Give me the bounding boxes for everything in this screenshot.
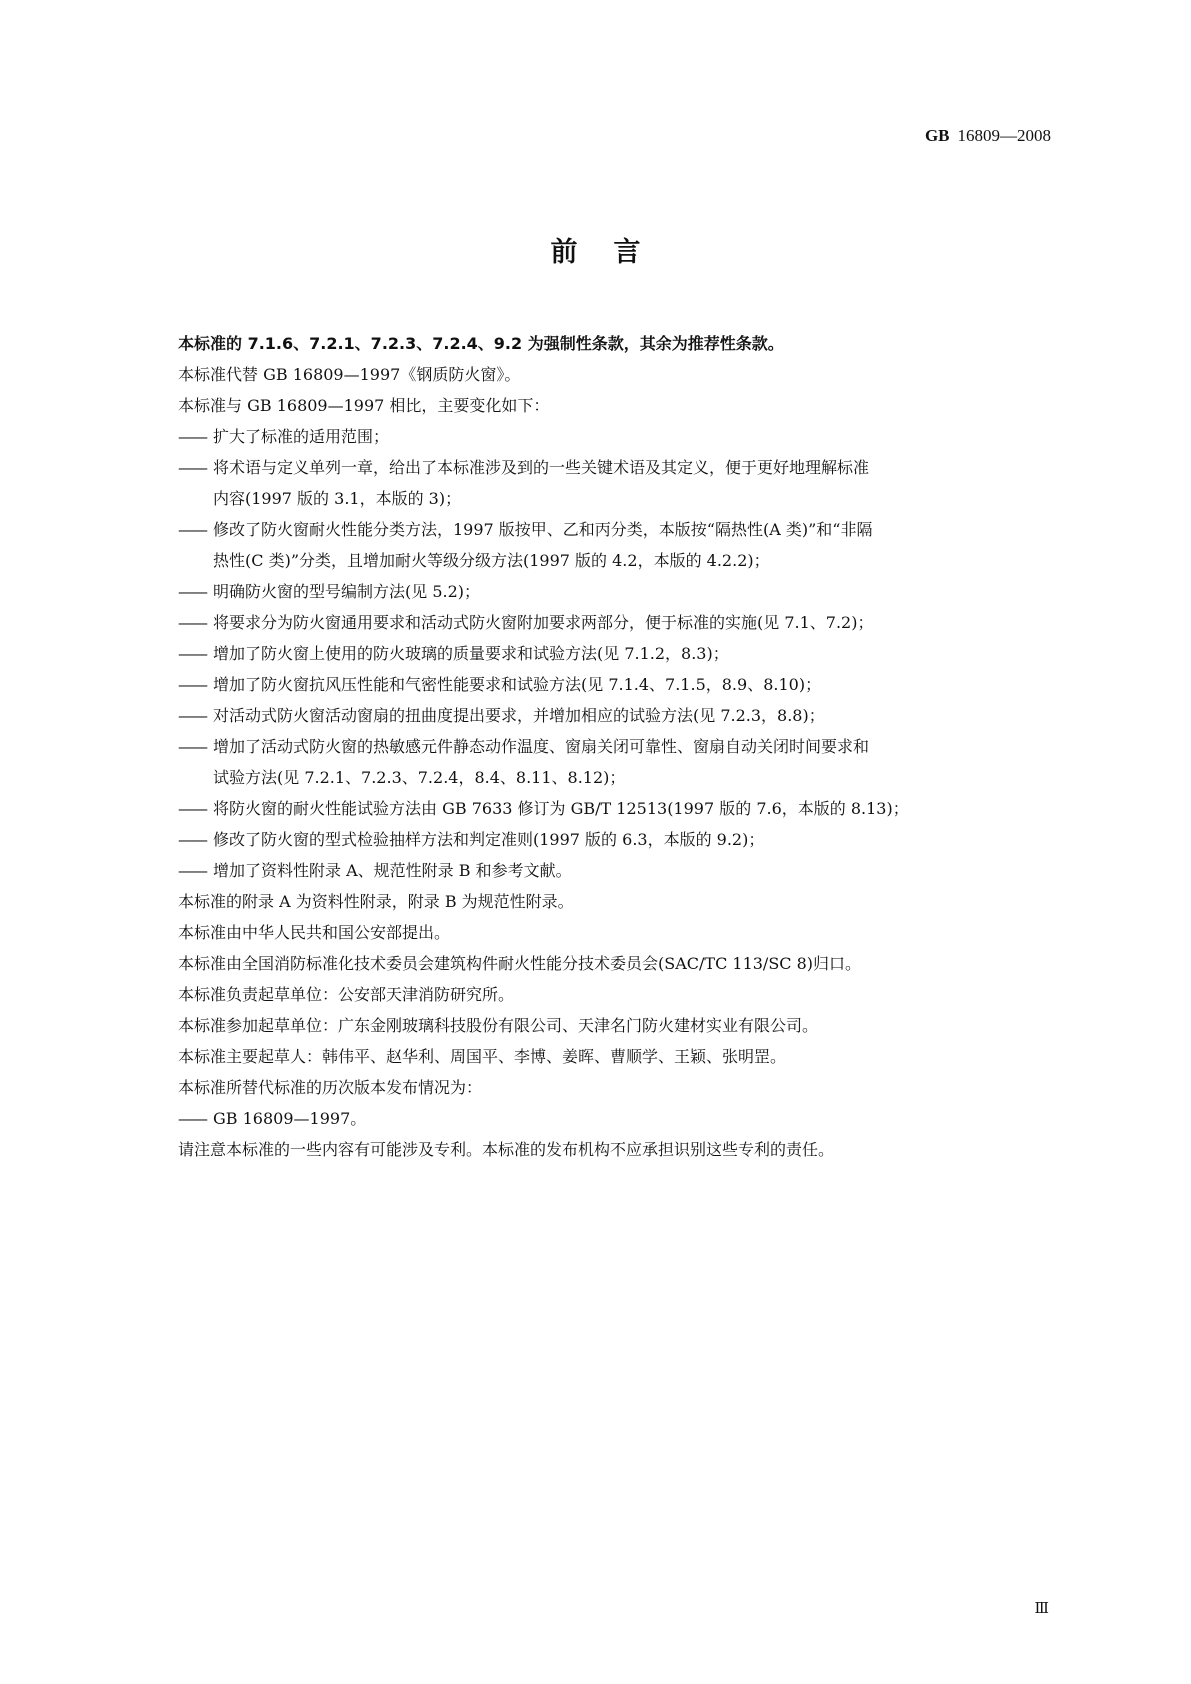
- change-item-line: 对活动式防火窗活动窗扇的扭曲度提出要求，并增加相应的试验方法(见 7.2.3，8.8)；: [213, 706, 825, 725]
- standard-number: 16809—2008: [957, 126, 1051, 145]
- managed-by-statement: 本标准由全国消防标准化技术委员会建筑构件耐火性能分技术委员会(SAC/TC 113/SC 8)归口。: [178, 954, 862, 973]
- changes-list: [178, 421, 1058, 886]
- dash-marker: ——: [178, 458, 206, 477]
- change-item-line: 修改了防火窗耐火性能分类方法，1997 版按甲、乙和丙分类，本版按“隔热性(A 类)”和“非隔: [213, 520, 873, 539]
- change-item: [178, 607, 1058, 638]
- change-item-line: 将防火窗的耐火性能试验方法由 GB 7633 修订为 GB/T 12513(1997 版的 7.6，本版的 8.13)；: [213, 799, 909, 818]
- dash-marker: ——: [178, 520, 206, 539]
- standard-code-header: [925, 126, 1051, 146]
- change-item-line: 试验方法(见 7.2.1、7.2.3、7.2.4，8.4、8.11、8.12)；: [213, 768, 626, 787]
- history-item-text: GB 16809—1997。: [213, 1109, 367, 1128]
- change-item: [178, 731, 1058, 793]
- change-item-line: 将术语与定义单列一章，给出了本标准涉及到的一些关键术语及其定义，便于更好地理解标准: [213, 458, 870, 477]
- change-item-line: 将要求分为防火窗通用要求和活动式防火窗附加要求两部分，便于标准的实施(见 7.1、7.2)；: [213, 613, 874, 632]
- mandatory-clause-statement: 本标准的 7.1.6、7.2.1、7.2.3、7.2.4、9.2 为强制性条款，其余为推荐性条款。: [178, 334, 784, 353]
- change-item: [178, 824, 1058, 855]
- main-drafters-statement: 本标准主要起草人：韩伟平、赵华利、周国平、李博、姜晖、曹顺学、王颖、张明罡。: [178, 1047, 787, 1066]
- change-item: [178, 793, 1058, 824]
- change-item: [178, 669, 1058, 700]
- dash-marker: ——: [178, 582, 206, 601]
- change-item-line: 热性(C 类)”分类，且增加耐火等级分级方法(1997 版的 4.2，本版的 4.2.2)；: [213, 551, 770, 570]
- history-intro: 本标准所替代标准的历次版本发布情况为：: [178, 1078, 483, 1097]
- participating-units-statement: 本标准参加起草单位：广东金刚玻璃科技股份有限公司、天津名门防火建材实业有限公司。: [178, 1016, 819, 1035]
- change-item: [178, 855, 1058, 886]
- change-item-line: 修改了防火窗的型式检验抽样方法和判定准则(1997 版的 6.3，本版的 9.2)；: [213, 830, 765, 849]
- change-item-line: 增加了防火窗抗风压性能和气密性能要求和试验方法(见 7.1.4、7.1.5，8.9、8.10)；: [213, 675, 822, 694]
- dash-marker: ——: [178, 675, 206, 694]
- dash-marker: ——: [178, 737, 206, 756]
- change-item-line: 增加了活动式防火窗的热敏感元件静态动作温度、窗扇关闭可靠性、窗扇自动关闭时间要求和: [213, 737, 870, 756]
- change-item: [178, 576, 1058, 607]
- history-item: [178, 1103, 1058, 1134]
- change-item: [178, 700, 1058, 731]
- foreword-body: [178, 328, 1058, 1165]
- dash-marker: ——: [178, 427, 206, 446]
- proposed-by-statement: 本标准由中华人民共和国公安部提出。: [178, 923, 451, 942]
- dash-marker: ——: [178, 830, 206, 849]
- page-title: 前言: [550, 237, 677, 268]
- dash-marker: ——: [178, 799, 206, 818]
- drafting-unit-statement: 本标准负责起草单位：公安部天津消防研究所。: [178, 985, 515, 1004]
- change-item: [178, 638, 1058, 669]
- dash-marker: ——: [178, 1109, 206, 1128]
- change-item-line: 增加了防火窗上使用的防火玻璃的质量要求和试验方法(见 7.1.2，8.3)；: [213, 644, 729, 663]
- change-item-line: 内容(1997 版的 3.1，本版的 3)；: [213, 489, 462, 508]
- page-number: Ⅲ: [1034, 1601, 1049, 1617]
- change-item: [178, 421, 1058, 452]
- change-item-line: 增加了资料性附录 A、规范性附录 B 和参考文献。: [213, 861, 572, 880]
- change-item: [178, 514, 1058, 576]
- gb-prefix: GB: [924, 126, 950, 145]
- replaces-statement: 本标准代替 GB 16809—1997《钢质防火窗》。: [178, 365, 521, 384]
- patent-notice: 请注意本标准的一些内容有可能涉及专利。本标准的发布机构不应承担识别这些专利的责任。: [178, 1140, 835, 1159]
- dash-marker: ——: [178, 706, 206, 725]
- dash-marker: ——: [178, 613, 206, 632]
- change-item: [178, 452, 1058, 514]
- change-item-line: 扩大了标准的适用范围；: [213, 427, 390, 446]
- change-item-line: 明确防火窗的型号编制方法(见 5.2)；: [213, 582, 481, 601]
- dash-marker: ——: [178, 644, 206, 663]
- appendix-statement: 本标准的附录 A 为资料性附录，附录 B 为规范性附录。: [178, 892, 574, 911]
- dash-marker: ——: [178, 861, 206, 880]
- changes-intro: 本标准与 GB 16809—1997 相比，主要变化如下：: [178, 396, 550, 415]
